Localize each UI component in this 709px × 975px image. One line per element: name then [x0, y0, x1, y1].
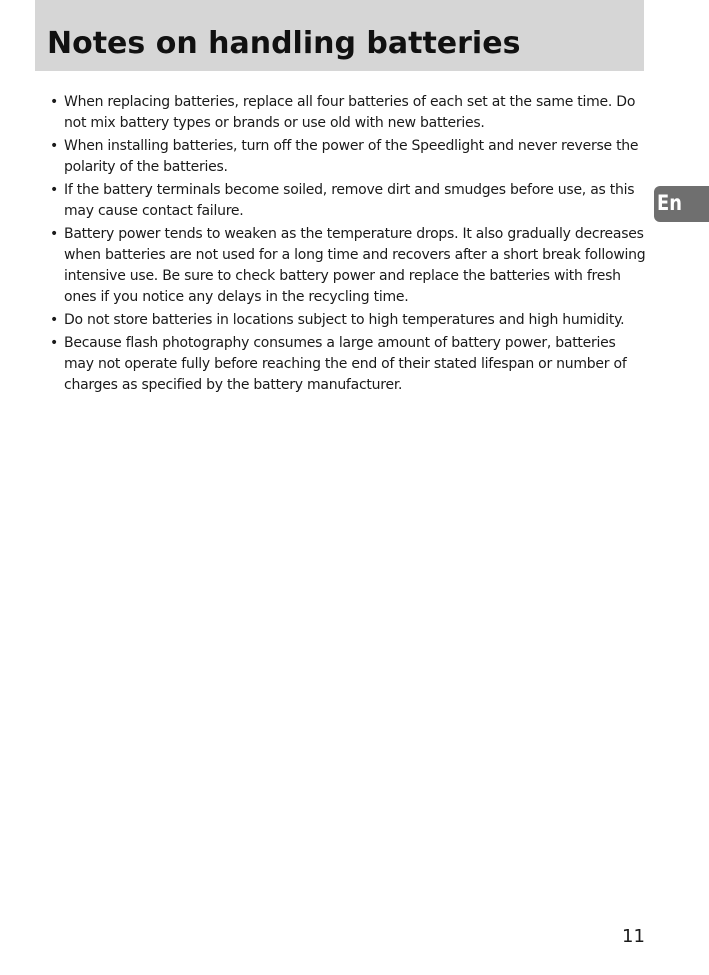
page-number: 11	[622, 926, 645, 947]
title-banner	[35, 0, 644, 71]
list-item	[48, 136, 648, 178]
list-item	[48, 180, 648, 222]
list-item	[48, 92, 648, 134]
battery-notes-list	[48, 92, 648, 398]
language-tab-label: En	[657, 191, 682, 215]
bullet-icon: •	[50, 226, 59, 242]
list-item-text: Because flash photography consumes a large amount of battery power, batteries may not operate fully before reaching the end of their stated lifespan or number of charges as specified by the battery manufacturer.	[64, 335, 627, 393]
bullet-icon: •	[50, 94, 59, 110]
list-item	[48, 310, 648, 331]
list-item-text: When installing batteries, turn off the power of the Speedlight and never reverse the polarity of the batteries.	[64, 138, 639, 175]
bullet-icon: •	[50, 138, 59, 154]
list-item-text: When replacing batteries, replace all four batteries of each set at the same time. Do not mix battery types or brands or use old with new batteries.	[64, 94, 636, 131]
list-item-text: Do not store batteries in locations subject to high temperatures and high humidity.	[64, 312, 625, 328]
list-item	[48, 333, 648, 396]
language-tab	[654, 186, 709, 222]
bullet-icon: •	[50, 312, 59, 328]
list-item	[48, 224, 648, 308]
list-item-text: Battery power tends to weaken as the temperature drops. It also gradually decreases when batteries are not used for a long time and recovers after a short break following intensive use. Be sure to check battery power and replace the batteries with fresh ones if you notice any delays in the recycling time.	[64, 226, 646, 305]
page-title: Notes on handling batteries	[47, 26, 521, 61]
bullet-icon: •	[50, 182, 59, 198]
bullet-icon: •	[50, 335, 59, 351]
list-item-text: If the battery terminals become soiled, remove dirt and smudges before use, as this may cause contact failure.	[64, 182, 635, 219]
